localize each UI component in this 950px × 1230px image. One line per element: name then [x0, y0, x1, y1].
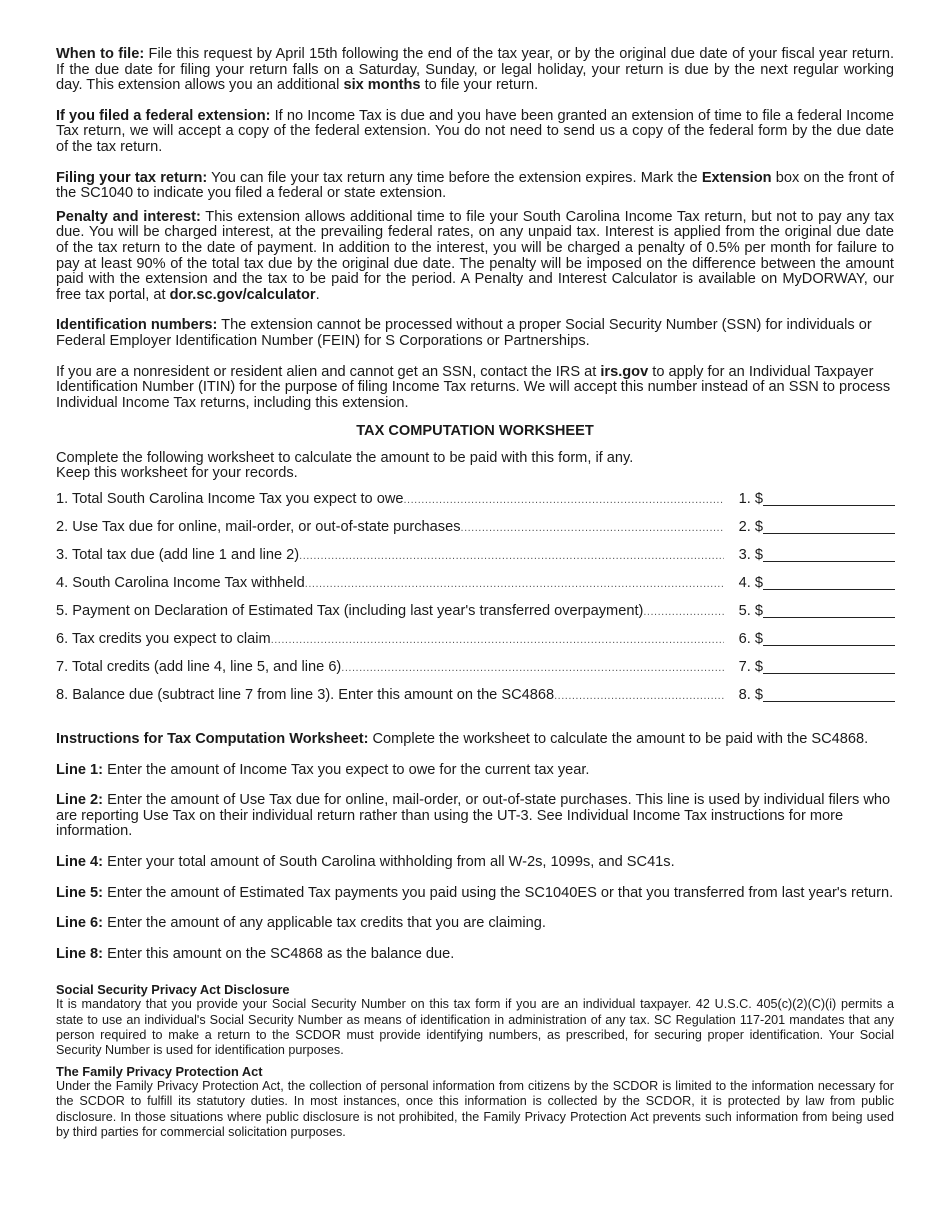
- worksheet-line-7: [56, 660, 894, 688]
- worksheet-line-label: 6. Tax credits you expect to claim: [56, 631, 271, 648]
- leader-dots: [305, 576, 724, 592]
- worksheet-line-label: 3. Total tax due (add line 1 and line 2): [56, 547, 300, 564]
- identification-heading: Identification numbers:: [56, 317, 218, 334]
- instructions-heading: Instructions for Tax Computation Worksheet:: [56, 731, 369, 748]
- leader-dots: [341, 660, 724, 676]
- identification-text: The extension cannot be processed without a proper Social Security Number (SSN) for individuals or Federal Employer Identification Number (FEIN) for S Corporations or Partnerships.: [56, 317, 872, 349]
- when-to-file-emphasis: six months: [343, 77, 421, 94]
- instruction-line-1: [56, 763, 894, 779]
- instruction-line-label: Line 2:: [56, 792, 104, 809]
- amount-field-line-2[interactable]: [763, 533, 895, 534]
- worksheet-line-6: [56, 632, 894, 660]
- worksheet-line-label: 1. Total South Carolina Income Tax you expect to owe: [56, 491, 404, 508]
- instruction-line-text: Enter your total amount of South Carolina withholding from all W-2s, 1099s, and SC41s.: [103, 854, 675, 871]
- worksheet-line-number: 4. $: [738, 575, 763, 592]
- leader-dots: [461, 520, 724, 536]
- instruction-line-label: Line 8:: [56, 945, 104, 962]
- leader-dots: [299, 548, 724, 564]
- privacy-act-heading: Social Security Privacy Act Disclosure: [56, 982, 290, 998]
- filing-return-heading: Filing your tax return:: [56, 169, 208, 186]
- worksheet-line-1: [56, 492, 894, 520]
- instructions-paragraph: [56, 732, 894, 748]
- worksheet-intro: [56, 451, 894, 482]
- instruction-line-label: Line 6:: [56, 915, 104, 932]
- penalty-heading: Penalty and interest:: [56, 208, 201, 225]
- nonresident-text-b: to apply for an Individual Taxpayer Identification Number (ITIN) for the purpose of filing Income Tax returns. We will accept this number instead of an SSN to process Individual Income Tax returns, including this extension.: [56, 363, 891, 411]
- worksheet-line-number: 5. $: [738, 603, 763, 620]
- federal-extension-heading: If you filed a federal extension:: [56, 107, 271, 124]
- instruction-line-4: [56, 855, 894, 871]
- amount-field-line-8[interactable]: [763, 701, 895, 702]
- worksheet-line-number: 7. $: [738, 659, 763, 676]
- worksheet-line-8: [56, 688, 894, 716]
- filing-return-emphasis: Extension: [701, 169, 772, 186]
- leader-dots: [643, 604, 724, 620]
- instruction-line-text: Enter the amount of Use Tax due for online, mail-order, or out-of-state purchases. This line is used by individual filers who are reporting Use Tax on their individual return rather than using the UT-3. See Individual Income Tax instructions for more information.: [56, 792, 891, 840]
- amount-field-line-7[interactable]: [763, 673, 895, 674]
- when-to-file-text-a: File this request by April 15th following the end of the tax year, or by the original due date of your fiscal year return. If the due date for filing your return falls on a Saturday, Sunday, or legal holiday, your return is due by the next regular working day. This extension allows you an additional: [56, 46, 894, 94]
- when-to-file-text-b: to file your return.: [420, 77, 539, 94]
- instruction-line-2: [56, 793, 894, 840]
- worksheet-line-number: 1. $: [738, 491, 763, 508]
- penalty-text-b: .: [315, 286, 320, 303]
- worksheet-line-number: 3. $: [738, 547, 763, 564]
- family-privacy-heading: The Family Privacy Protection Act: [56, 1064, 263, 1080]
- instruction-line-label: Line 1:: [56, 761, 104, 778]
- privacy-act-text: It is mandatory that you provide your Social Security Number on this tax form if you are an individual taxpayer. 42 U.S.C. 405(c)(2)(C)(i) permits a state to use an individual's Social Security Number as means of identification in administration of any tax. SC Regulation 117-201 mandates that any person required to make a return to the SCDOR must provide identifying numbers, as prescribed, for securing proper identification. Your Social Security Number is used for identification purposes.: [56, 997, 894, 1058]
- worksheet-line-label: 8. Balance due (subtract line 7 from line 3). Enter this amount on the SC4868: [56, 687, 555, 704]
- instruction-line-5: [56, 886, 894, 902]
- worksheet-line-label: 2. Use Tax due for online, mail-order, or out-of-state purchases: [56, 519, 461, 536]
- filing-return-paragraph: [56, 171, 894, 202]
- filing-return-text-b: box on the front of the SC1040 to indicate you filed a federal or state extension.: [56, 169, 894, 202]
- worksheet-line-5: [56, 604, 894, 632]
- worksheet-intro-1: Complete the following worksheet to calculate the amount to be paid with this form, if any.: [56, 449, 634, 466]
- instruction-line-label: Line 4:: [56, 854, 104, 871]
- instruction-line-text: Enter the amount of Income Tax you expect to owe for the current tax year.: [103, 761, 590, 778]
- worksheet-line-4: [56, 576, 894, 604]
- worksheet-intro-2: Keep this worksheet for your records.: [56, 465, 298, 482]
- amount-field-line-5[interactable]: [763, 617, 895, 618]
- leader-dots: [403, 492, 724, 508]
- instructions-text: Complete the worksheet to calculate the amount to be paid with the SC4868.: [368, 731, 869, 748]
- leader-dots: [271, 632, 724, 648]
- worksheet-line-3: [56, 548, 894, 576]
- amount-field-line-3[interactable]: [763, 561, 895, 562]
- instruction-line-text: Enter the amount of any applicable tax credits that you are claiming.: [103, 915, 546, 932]
- identification-paragraph: [56, 318, 894, 349]
- instruction-line-6: [56, 916, 894, 932]
- when-to-file-heading: When to file:: [56, 46, 145, 62]
- family-privacy-text: Under the Family Privacy Protection Act, the collection of personal information from citizens by the SCDOR is limited to the information necessary for the SCDOR to fulfill its statutory duties. In most instances, once this information is collected by the SCDOR, it is protected by law from public disclosure. In those situations where public disclosure is not prohibited, the Family Privacy Protection Act prevents such information from being used by third parties for commercial solicitation purposes.: [56, 1079, 894, 1139]
- instruction-line-text: Enter the amount of Estimated Tax payments you paid using the SC1040ES or that you transferred from last year's return.: [103, 884, 894, 901]
- worksheet-line-label: 5. Payment on Declaration of Estimated Tax (including last year's transferred overpayment): [56, 603, 644, 620]
- worksheet-title: TAX COMPUTATION WORKSHEET: [356, 423, 594, 440]
- document-page: [56, 47, 894, 1140]
- penalty-text-a: This extension allows additional time to file your South Carolina Income Tax return, but not to pay any tax due. You will be charged interest, at the prevailing federal rates, on any unpaid tax. Interest is applied from the original due date of the tax return to the date of payment. In addition to the interest, you will be charged a penalty of 0.5% per month for failure to pay at least 90% of the total tax due by the original due date. The penalty will be imposed on the difference between the amount paid with the extension and the tax to be paid for the period. A Penalty and Interest Calculator is available on MyDORWAY, our free tax portal, at: [56, 208, 895, 303]
- worksheet-line-label: 7. Total credits (add line 4, line 5, and line 6): [56, 659, 342, 676]
- federal-extension-paragraph: [56, 109, 894, 156]
- worksheet-line-number: 8. $: [738, 687, 763, 704]
- irs-link: irs.gov: [600, 363, 649, 380]
- worksheet-lines: [56, 492, 894, 716]
- worksheet-line-number: 6. $: [738, 631, 763, 648]
- amount-field-line-4[interactable]: [763, 589, 895, 590]
- worksheet-line-label: 4. South Carolina Income Tax withheld: [56, 575, 305, 592]
- leader-dots: [554, 688, 724, 704]
- amount-field-line-1[interactable]: [763, 505, 895, 506]
- penalty-link: dor.sc.gov/calculator: [169, 286, 316, 303]
- worksheet-line-2: [56, 520, 894, 548]
- nonresident-text-a: If you are a nonresident or resident alien and cannot get an SSN, contact the IRS at: [56, 363, 601, 380]
- instruction-line-label: Line 5:: [56, 884, 104, 901]
- instruction-line-8: [56, 947, 894, 963]
- federal-extension-text: If no Income Tax is due and you have been granted an extension of time to file a federal Income Tax return, we will accept a copy of the federal extension. You do not need to send us a copy of the federal form by the due date of the tax return.: [56, 107, 895, 155]
- amount-field-line-6[interactable]: [763, 645, 895, 646]
- penalty-paragraph: [56, 210, 894, 304]
- filing-return-text-a: You can file your tax return any time before the extension expires. Mark the: [207, 169, 702, 186]
- nonresident-paragraph: [56, 365, 894, 412]
- worksheet-line-number: 2. $: [738, 519, 763, 536]
- instruction-line-text: Enter this amount on the SC4868 as the balance due.: [103, 945, 455, 962]
- when-to-file-paragraph: [56, 47, 894, 94]
